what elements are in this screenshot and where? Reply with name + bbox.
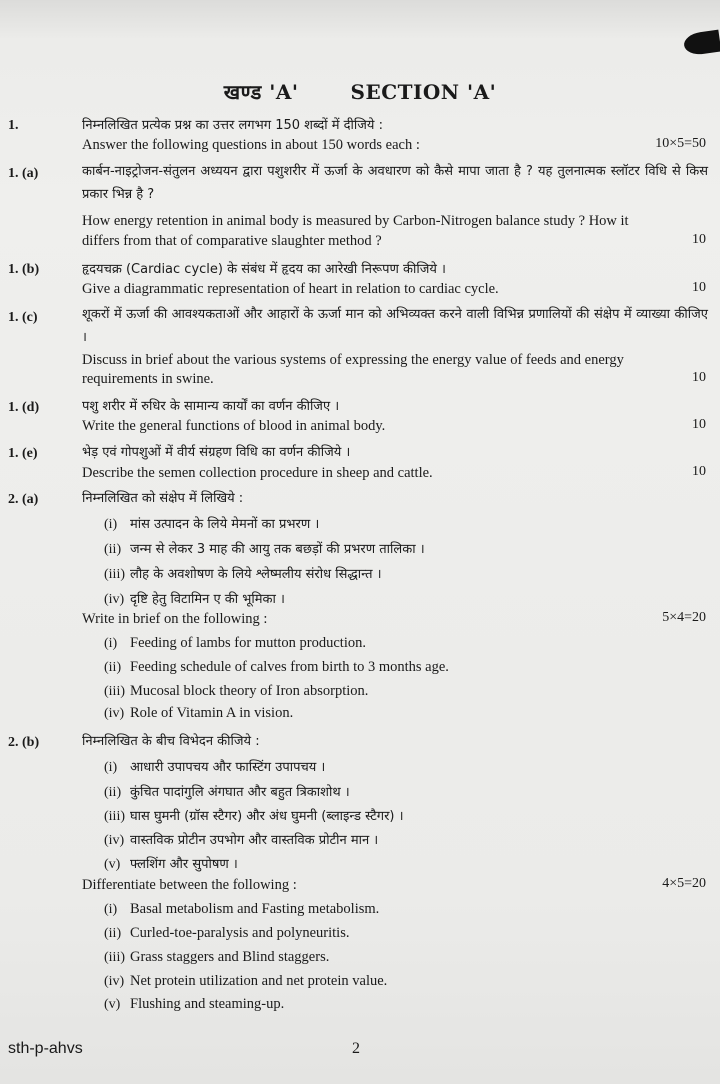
page-number: 2 (352, 1040, 360, 1057)
list-item: (ii) जन्म से लेकर 3 माह की आयु तक बछड़ों की प्रभरण तालिका । (104, 542, 425, 557)
list-item: (i) Basal metabolism and Fasting metabolism. (104, 901, 380, 917)
corner-smudge (683, 30, 720, 57)
section-title-hindi: खण्ड 'A' (223, 80, 299, 104)
question-number: 1. (b) (8, 262, 40, 277)
question-number: 1. (e) (8, 446, 38, 461)
question-english: Write the general functions of blood in animal body. (82, 418, 386, 434)
list-item: (iv) Role of Vitamin A in vision. (104, 705, 294, 721)
section-title (0, 78, 720, 105)
marks: 10 (692, 370, 706, 385)
marks: 4×5=20 (662, 876, 706, 891)
question-number: 1. (a) (8, 166, 39, 181)
list-item: (iii) Grass staggers and Blind staggers. (104, 949, 330, 965)
list-item: (iii) घास घुमनी (ग्रॉस स्टैगर) और अंध घुमनी (ब्लाइन्ड स्टैगर) । (104, 809, 404, 824)
list-item: (i) आधारी उपापचय और फास्टिंग उपापचय । (104, 760, 326, 775)
question-english: Write in brief on the following : (82, 611, 268, 627)
question-hindi: शूकरों में ऊर्जा की आवश्यकताओं और आहारों के ऊर्जा मान को अभिव्यक्त करने वाली विभिन्न प्रणालियों की संक्षेप में व्याख्या कीजिए । (82, 307, 708, 345)
question-english-line1: Discuss in brief about the various systems of expressing the energy value of feeds and energy (82, 352, 624, 368)
question-hindi: निम्नलिखित के बीच विभेदन कीजिये : (82, 734, 260, 749)
marks: 5×4=20 (662, 610, 706, 625)
question-number: 1. (d) (8, 400, 40, 415)
list-item: (iv) Net protein utilization and net protein value. (104, 973, 388, 989)
question-number: 2. (b) (8, 735, 40, 750)
list-item: (ii) कुंचित पादांगुलि अंगघात और बहुत त्रिकाशोथ । (104, 785, 350, 800)
question-english-line2: requirements in swine. (82, 371, 214, 387)
question-english: Differentiate between the following : (82, 877, 297, 893)
list-item: (iv) दृष्टि हेतु विटामिन ए की भूमिका । (104, 592, 285, 607)
question-english: Answer the following questions in about 150 words each : (82, 137, 420, 153)
question-hindi: हृदयचक्र (Cardiac cycle) के संबंध में हृदय का आरेखी निरूपण कीजिये । (82, 262, 446, 277)
list-item: (i) मांस उत्पादन के लिये मेमनों का प्रभरण । (104, 517, 320, 532)
marks: 10 (692, 232, 706, 247)
list-item: (iii) Mucosal block theory of Iron absorption. (104, 683, 369, 699)
question-number: 1. (8, 118, 19, 133)
question-hindi: निम्नलिखित प्रत्येक प्रश्न का उत्तर लगभग 150 शब्दों में दीजिये : (82, 118, 383, 133)
question-english: Describe the semen collection procedure in sheep and cattle. (82, 465, 433, 481)
list-item: (ii) Curled-toe-paralysis and polyneuritis. (104, 925, 350, 941)
question-english: Give a diagrammatic representation of heart in relation to cardiac cycle. (82, 281, 499, 297)
list-item: (i) Feeding of lambs for mutton production. (104, 635, 366, 651)
question-hindi: पशु शरीर में रुधिर के सामान्य कार्यों का वर्णन कीजिए । (82, 399, 340, 414)
question-english-line1: How energy retention in animal body is measured by Carbon-Nitrogen balance study ? How it (82, 213, 629, 229)
marks: 10 (692, 280, 706, 295)
question-number: 1. (c) (8, 310, 38, 325)
list-item: (iii) लौह के अवशोषण के लिये श्लेष्मलीय संरोध सिद्धान्त । (104, 567, 382, 582)
question-hindi: कार्बन-नाइट्रोजन-संतुलन अध्ययन द्वारा पशुशरीर में ऊर्जा के अवधारण को कैसे मापा जाता है ? यह तुलनात्मक स्लॉटर विधि से किस प्रकार भिन्न है ? (82, 164, 708, 202)
list-item: (v) फ्लशिंग और सुपोषण । (104, 857, 238, 872)
question-hindi: निम्नलिखित को संक्षेप में लिखिये : (82, 491, 244, 506)
marks: 10×5=50 (655, 136, 706, 151)
marks: 10 (692, 464, 706, 479)
list-item: (iv) वास्तविक प्रोटीन उपभोग और वास्तविक प्रोटीन मान । (104, 833, 379, 848)
list-item: (v) Flushing and steaming-up. (104, 996, 285, 1012)
list-item: (ii) Feeding schedule of calves from birth to 3 months age. (104, 659, 449, 675)
marks: 10 (692, 417, 706, 432)
question-number: 2. (a) (8, 492, 39, 507)
section-title-english: SECTION 'A' (350, 80, 497, 104)
question-hindi: भेड़ एवं गोपशुओं में वीर्य संग्रहण विधि का वर्णन कीजिये । (82, 445, 351, 460)
paper-code: sth-p-ahvs (8, 1040, 83, 1057)
question-english-line2: differs from that of comparative slaughter method ? (82, 233, 382, 249)
